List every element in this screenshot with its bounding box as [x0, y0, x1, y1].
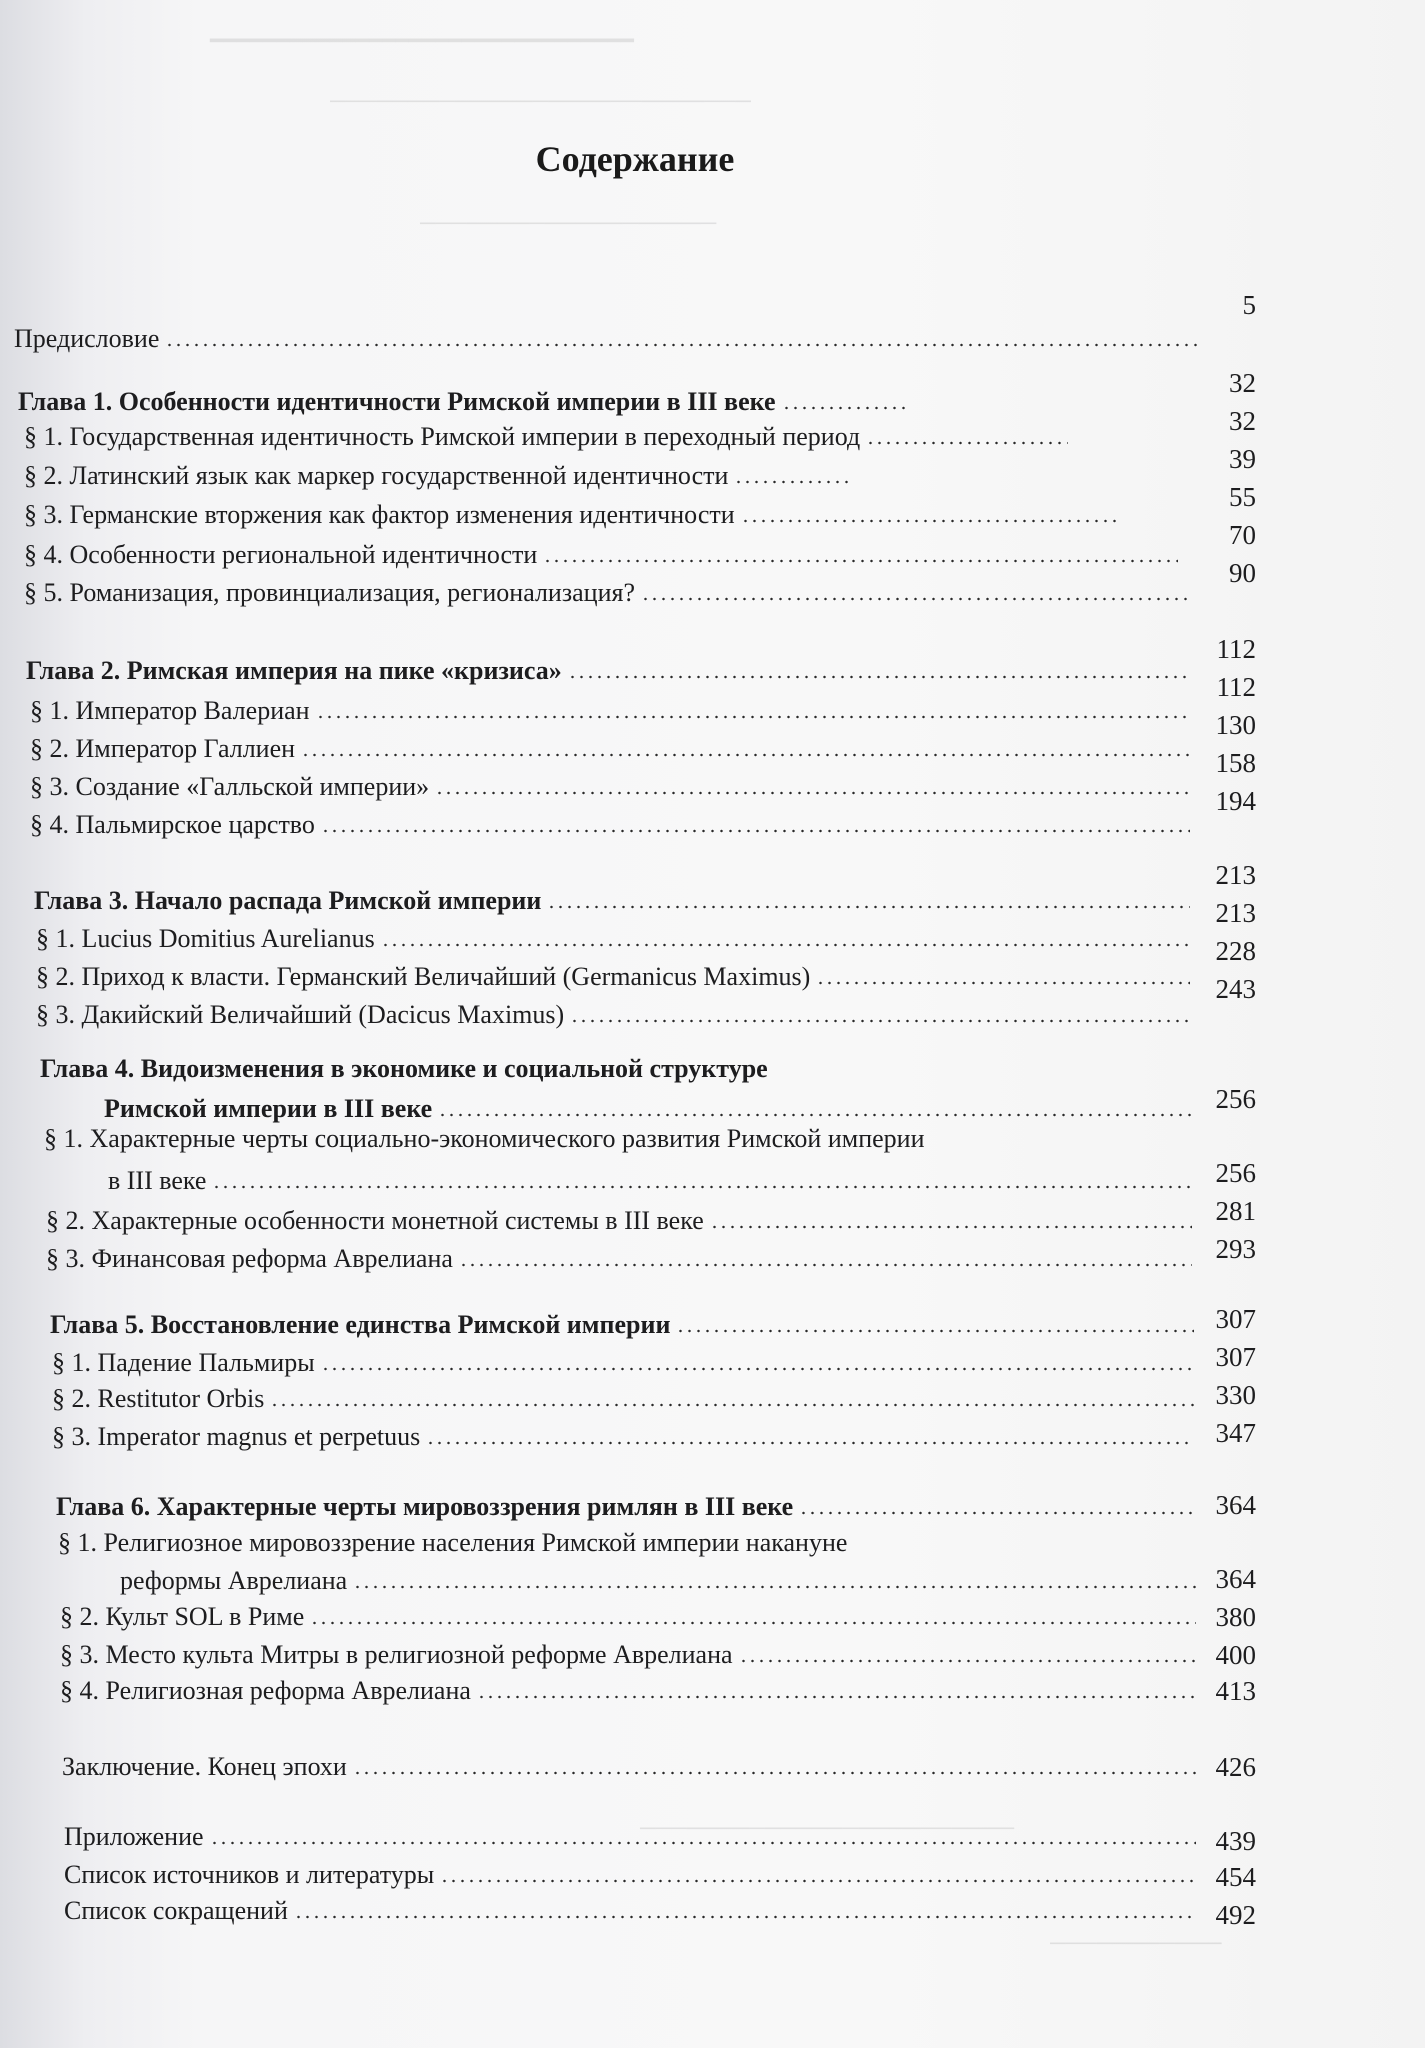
toc-entry-section [46, 1206, 1198, 1236]
toc-entry-label: § 3. Германские вторжения как фактор изменения идентичности [24, 500, 735, 529]
dot-leader [710, 1225, 1192, 1229]
toc-page-number: 90 [1229, 558, 1256, 588]
toc-entry-section-cont [120, 1566, 1202, 1596]
toc-entry-label: Глава 1. Особенности идентичности Римской империи в III веке [18, 387, 776, 416]
toc-entry-chapter-1 [18, 387, 914, 417]
dot-leader [210, 1841, 1196, 1845]
dot-leader [543, 559, 1178, 563]
toc-page-number: 380 [1215, 1602, 1256, 1632]
toc-entry-section [60, 1602, 1202, 1632]
dot-leader [310, 1621, 1196, 1625]
toc-page-number: 293 [1215, 1234, 1256, 1264]
toc-page-number: 55 [1229, 482, 1256, 512]
dot-leader [641, 597, 1188, 601]
toc-entry-label: § 3. Финансовая реформа Аврелиана [46, 1244, 453, 1273]
toc-page-number: 32 [1229, 406, 1256, 436]
toc-entry-section [46, 1244, 1198, 1274]
toc-entry-section [30, 772, 1196, 802]
toc-entry-label: § 2. Латинский язык как маркер государственной идентичности [24, 461, 729, 490]
toc-entry-label: Глава 3. Начало распада Римской империи [34, 886, 542, 915]
toc-entry-label: Список сокращений [64, 1896, 288, 1925]
toc-page-number: 70 [1229, 520, 1256, 550]
toc-page-number: 32 [1229, 368, 1256, 398]
toc-page-number: 426 [1215, 1752, 1256, 1782]
dot-leader [570, 1019, 1190, 1023]
toc-page-number: 112 [1216, 634, 1256, 664]
toc-entry-label: § 1. Характерные черты социально-экономического развития Римской империи [44, 1124, 925, 1153]
dot-leader [435, 791, 1190, 795]
toc-entry-abbreviations [64, 1896, 1202, 1926]
toc-entry-section [24, 461, 860, 491]
toc-entry-label: Список источников и литературы [64, 1860, 435, 1889]
toc-page-number: 330 [1215, 1380, 1256, 1410]
toc-entry-label: § 2. Император Галлиен [30, 734, 296, 763]
toc-entry-section [44, 1124, 1044, 1154]
toc-page-number: 39 [1229, 444, 1256, 474]
toc-entry-section [24, 422, 1074, 452]
toc-entry-chapter-4 [40, 1054, 940, 1084]
toc-entry-label: § 2. Приход к власти. Германский Величайший (Germanicus Maximus) [36, 962, 811, 991]
toc-entry-label: § 2. Характерные особенности монетной системы в III веке [46, 1206, 704, 1235]
toc-page-number: 158 [1215, 748, 1256, 778]
toc-entry-label: § 4. Религиозная реформа Аврелиана [60, 1676, 471, 1705]
toc-entry-section [24, 540, 1184, 570]
toc-page-number: 5 [1242, 290, 1256, 320]
dot-leader [316, 715, 1190, 719]
toc-entry-label: § 1. Падение Пальмиры [52, 1348, 315, 1377]
toc-page-number: 194 [1215, 786, 1256, 816]
show-through-text: ─────────────────── [420, 210, 717, 235]
toc-entry-label: § 3. Создание «Галльской империи» [30, 772, 430, 801]
toc-page-number: 130 [1215, 710, 1256, 740]
dot-leader [440, 1879, 1196, 1883]
toc-entry-label: § 3. Дакийский Величайший (Dacicus Maximus) [36, 1000, 565, 1029]
toc-entry-section [60, 1640, 1202, 1670]
toc-entry-chapter-4-cont [104, 1094, 1198, 1124]
toc-entry-section [52, 1348, 1200, 1378]
toc-entry-section [36, 924, 1196, 954]
dot-leader [547, 905, 1190, 909]
toc-entry-label-cont: в III веке [108, 1166, 207, 1195]
toc-entry-section [52, 1422, 1200, 1452]
toc-page-number: 228 [1215, 936, 1256, 966]
toc-entry-label: Глава 4. Видоизменения в экономике и социальной структуре [40, 1054, 768, 1083]
toc-page-number: 213 [1215, 898, 1256, 928]
toc-entry-section [58, 1528, 1058, 1558]
toc-entry-section [30, 734, 1196, 764]
toc-entry-label: § 4. Пальмирское царство [30, 810, 315, 839]
toc-entry-appendix [64, 1822, 1202, 1852]
toc-entry-label: Приложение [64, 1822, 204, 1851]
toc-entry-section [36, 962, 1196, 992]
toc-page-number: 243 [1215, 974, 1256, 1004]
dot-leader [676, 1329, 1194, 1333]
toc-page-number: 364 [1215, 1564, 1256, 1594]
show-through-text: ──────────────────────── [640, 1815, 1015, 1840]
dot-leader [739, 1659, 1196, 1663]
toc-page-number: 307 [1215, 1342, 1256, 1372]
show-through-text: ━━━━━━━━━━━━━━━━━━━━━━━━━━━━━━━━ [210, 28, 634, 53]
show-through-text: ─────────────────────────── [330, 88, 751, 113]
toc-entry-foreword [14, 324, 1204, 354]
toc-entry-label: Предисловие [14, 324, 160, 353]
dot-leader [294, 1915, 1196, 1919]
toc-entry-label: Глава 6. Характерные черты мировоззрения римлян в III веке [56, 1492, 794, 1521]
dot-leader [321, 1367, 1194, 1371]
dot-leader [301, 753, 1190, 757]
dot-leader [353, 1585, 1196, 1589]
dot-leader [741, 519, 1118, 523]
toc-page-number: 439 [1215, 1826, 1256, 1856]
dot-leader [459, 1263, 1192, 1267]
toc-entry-chapter-3 [34, 886, 1196, 916]
toc-page-number: 492 [1215, 1900, 1256, 1930]
toc-page-number: 256 [1215, 1084, 1256, 1114]
dot-leader [799, 1511, 1196, 1515]
toc-entry-section [60, 1676, 1202, 1706]
toc-entry-conclusion [62, 1752, 1202, 1782]
dot-leader [426, 1441, 1194, 1445]
toc-entry-section-cont [108, 1166, 1198, 1196]
toc-entry-label: § 3. Imperator magnus et perpetuus [52, 1422, 421, 1451]
toc-page-number: 256 [1215, 1158, 1256, 1188]
dot-leader [270, 1403, 1194, 1407]
toc-page-number: 364 [1215, 1490, 1256, 1520]
toc-entry-section [36, 1000, 1196, 1030]
toc-page-number: 307 [1215, 1304, 1256, 1334]
dot-leader [212, 1185, 1192, 1189]
dot-leader [477, 1695, 1196, 1699]
toc-entry-label: § 5. Романизация, провинциализация, регионализация? [24, 578, 635, 607]
toc-entry-section [52, 1384, 1200, 1414]
dot-leader [381, 943, 1190, 947]
show-through-text: ─────────── [1050, 1930, 1222, 1955]
toc-entry-label-cont: реформы Аврелиана [120, 1566, 348, 1595]
toc-entry-label: § 1. Государственная идентичность Римской империи в переходный период [24, 422, 861, 451]
toc-page-number: 400 [1215, 1640, 1256, 1670]
toc-entry-chapter-2 [26, 656, 1196, 686]
toc-entry-label: Глава 2. Римская империя на пике «кризиса» [26, 656, 562, 685]
dot-leader [734, 480, 854, 484]
toc-entry-label: § 4. Особенности региональной идентичности [24, 540, 538, 569]
toc-page-number: 454 [1215, 1862, 1256, 1892]
dot-leader [782, 406, 908, 410]
dot-leader [866, 441, 1068, 445]
toc-entry-chapter-6 [56, 1492, 1202, 1522]
toc-entry-label-cont: Римской империи в III веке [104, 1094, 433, 1123]
dot-leader [568, 675, 1190, 679]
page-title: Содержание [535, 139, 735, 179]
toc-page-number: 413 [1215, 1676, 1256, 1706]
toc-page-number: 213 [1215, 860, 1256, 890]
dot-leader [165, 343, 1198, 347]
toc-entry-bibliography [64, 1860, 1202, 1890]
toc-entry-label: § 3. Место культа Митры в религиозной реформе Аврелиана [60, 1640, 733, 1669]
toc-page-number: 281 [1215, 1196, 1256, 1226]
toc-entry-section [24, 578, 1194, 608]
dot-leader [438, 1113, 1192, 1117]
toc-page-number: 112 [1216, 672, 1256, 702]
dot-leader [816, 981, 1190, 985]
toc-entry-label: § 2. Культ SOL в Риме [60, 1602, 305, 1631]
dot-leader [353, 1771, 1196, 1775]
toc-entry-section [30, 696, 1196, 726]
toc-entry-label: Заключение. Конец эпохи [62, 1752, 347, 1781]
toc-entry-chapter-5 [50, 1310, 1200, 1340]
toc-entry-label: § 1. Lucius Domitius Aurelianus [36, 924, 375, 953]
toc-entry-label: Глава 5. Восстановление единства Римской империи [50, 1310, 671, 1339]
dot-leader [321, 829, 1190, 833]
toc-entry-label: § 1. Император Валериан [30, 696, 310, 725]
toc-page-number: 347 [1215, 1418, 1256, 1448]
toc-entry-section [24, 500, 1124, 530]
toc-entry-label: § 1. Религиозное мировоззрение населения Римской империи накануне [58, 1528, 848, 1557]
toc-entry-label: § 2. Restitutor Orbis [52, 1384, 265, 1413]
toc-entry-section [30, 810, 1196, 840]
